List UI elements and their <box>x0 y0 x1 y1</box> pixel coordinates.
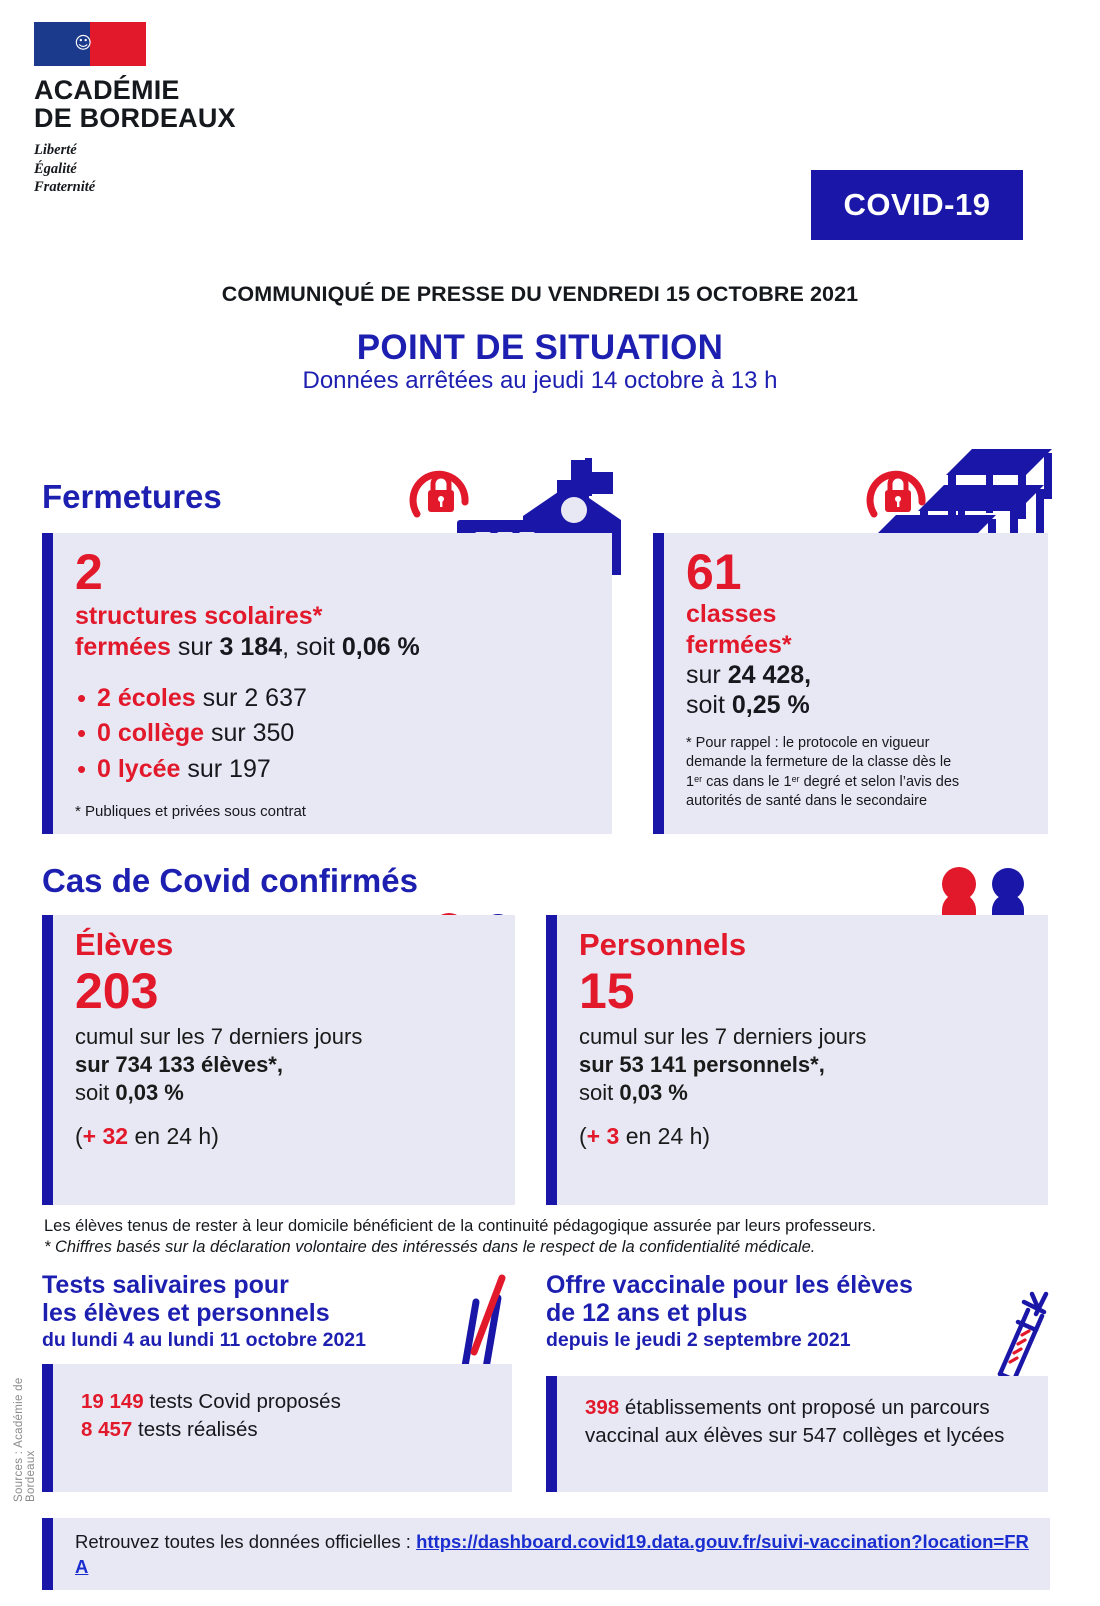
tests-heading-line-1: Tests salivaires pour <box>42 1271 289 1299</box>
tests-proposed-count: 19 149 <box>81 1390 144 1413</box>
personnels-delta-rest: en 24 h) <box>625 1123 711 1150</box>
personnels-delta-value: + 3 <box>586 1123 620 1150</box>
vaccin-count: 398 <box>585 1396 620 1419</box>
footer-text-line <box>75 1530 1036 1579</box>
classes-percent: 0,25 % <box>731 691 810 719</box>
card-cas-personnels <box>546 915 1048 1205</box>
marianne-icon: ☺ <box>74 33 93 54</box>
note-3a: 1 <box>686 773 695 790</box>
vaccin-text: établissements ont proposé un parcours vaccinal aux élèves sur 547 collèges et lycées <box>585 1396 1005 1448</box>
section-heading-tests <box>42 1271 452 1351</box>
cas-footnotes <box>44 1216 1054 1258</box>
eleves-delta-rest: en 24 h) <box>134 1123 219 1150</box>
card-classes-fermees <box>653 533 1048 834</box>
motto-fraternite: Fraternité <box>34 179 96 196</box>
structures-detail-line <box>75 632 596 663</box>
vaccin-heading-line-1: Offre vaccinale pour les élèves <box>546 1271 913 1299</box>
structures-total: 3 184 <box>219 632 283 661</box>
syringe-icon <box>988 1286 1050 1382</box>
card-structures-fermees <box>42 533 612 834</box>
bullet-2-rest: sur 197 <box>187 754 271 783</box>
list-item <box>75 716 596 752</box>
eleves-delta-24h <box>75 1123 499 1150</box>
structures-soit-word: soit <box>296 632 335 661</box>
card-accent-bar <box>653 533 664 834</box>
personnels-total-line <box>579 1051 1032 1079</box>
section-heading-fermetures: Fermetures <box>42 478 222 515</box>
saliva-test-tube-icon <box>446 1272 512 1377</box>
note-line-1: * Pour rappel : le protocole en vigueur <box>686 735 930 751</box>
eleves-count: 203 <box>75 962 159 1019</box>
note-3c: degré et selon l’avis des <box>799 773 960 790</box>
motto-liberte: Liberté <box>34 142 77 159</box>
classes-sur-word: sur <box>686 661 721 689</box>
note-3b: cas dans le 1 <box>702 773 792 790</box>
flag-red-band <box>90 22 146 66</box>
classes-count: 61 <box>686 544 742 600</box>
structures-sur-word: sur <box>177 632 213 661</box>
page-subtitle: Données arrêtées au jeudi 14 octobre à 13 h <box>302 367 778 394</box>
section-heading-cas: Cas de Covid confirmés <box>42 862 418 899</box>
eleves-total: 734 133 élèves*, <box>115 1051 283 1077</box>
motto-egalite: Égalité <box>34 160 77 177</box>
note-line-4: autorités de santé dans le secondaire <box>686 792 928 809</box>
personnels-percent-line <box>579 1079 1032 1107</box>
card-accent-bar <box>42 533 53 834</box>
personnels-category-label: Personnels <box>579 927 747 962</box>
bullet-0-red: 2 écoles <box>97 683 196 712</box>
personnels-delta-24h <box>579 1123 1032 1150</box>
bullet-1-rest: sur 350 <box>210 719 295 748</box>
note-line-3 <box>686 773 1032 792</box>
structures-count: 2 <box>75 544 103 600</box>
eleves-total-line <box>75 1051 499 1079</box>
card-accent-bar <box>42 1518 53 1590</box>
dashboard-link[interactable]: https://dashboard.covid19.data.gouv.fr/suivi-vaccination?location=FRA <box>75 1531 1029 1577</box>
personnels-total: 53 141 personnels*, <box>619 1051 825 1077</box>
footer-lead-text: Retrouvez toutes les données officielles : <box>75 1531 411 1552</box>
personnels-sur-word: sur <box>579 1051 614 1077</box>
covid-badge-label: COVID-19 <box>843 187 991 222</box>
personnels-cumul-text: cumul sur les 7 derniers jours <box>579 1023 867 1049</box>
tests-done-line <box>81 1416 496 1444</box>
list-item <box>75 752 596 788</box>
structures-label: structures scolaires* <box>75 602 323 630</box>
press-release-line: COMMUNIQUÉ DE PRESSE DU VENDREDI 15 OCTOBRE 2021 <box>221 282 859 306</box>
bullet-2-red: 0 lycée <box>97 754 181 783</box>
vaccin-stat-line <box>585 1394 1032 1451</box>
classes-protocol-note <box>686 734 1032 811</box>
structures-breakdown-list <box>75 681 596 788</box>
french-flag-icon <box>34 22 146 66</box>
cas-note-declaration: * Chiffres basés sur la déclaration volontaire des intéressés dans le respect de la confidentialité médicale. <box>44 1238 816 1257</box>
classes-label-1: classes <box>686 600 777 628</box>
tests-period: du lundi 4 au lundi 11 octobre 2021 <box>42 1328 366 1351</box>
classes-total-line <box>686 660 1032 690</box>
personnels-delta-open: ( <box>579 1123 587 1150</box>
tests-proposed-label: tests Covid proposés <box>149 1390 341 1413</box>
structures-comma: , <box>282 632 290 661</box>
structures-footnote: * Publiques et privées sous contrat <box>75 803 306 821</box>
card-accent-bar <box>42 915 53 1205</box>
personnels-count: 15 <box>579 962 635 1019</box>
academy-line-2: DE BORDEAUX <box>34 103 236 134</box>
eleves-delta-value: + 32 <box>82 1123 129 1150</box>
eleves-sur-word: sur <box>75 1051 110 1077</box>
classes-soit-word: soit <box>686 691 725 719</box>
covid-badge <box>811 170 1023 240</box>
eleves-percent: 0,03 % <box>115 1079 184 1105</box>
bullet-0-rest: sur 2 637 <box>202 683 307 712</box>
academy-line-1: ACADÉMIE <box>34 75 180 105</box>
personnels-soit-word: soit <box>579 1079 614 1105</box>
card-accent-bar <box>42 1364 53 1492</box>
classes-total: 24 428, <box>727 661 812 689</box>
page-title: POINT DE SITUATION <box>356 328 724 367</box>
academy-name <box>34 76 294 132</box>
card-accent-bar <box>546 1376 557 1492</box>
classes-label-2: fermées* <box>686 630 792 659</box>
structures-percent: 0,06 % <box>341 632 420 661</box>
card-cas-eleves <box>42 915 515 1205</box>
card-tests-salivaires <box>42 1364 512 1492</box>
academy-logo <box>34 22 294 197</box>
lock-closed-icon <box>865 462 931 528</box>
tests-done-label: tests réalisés <box>138 1418 258 1442</box>
personnels-percent: 0,03 % <box>619 1079 688 1105</box>
structures-fermees-word: fermées <box>75 632 171 661</box>
card-accent-bar <box>546 915 557 1205</box>
vaccin-heading-line-2: de 12 ans et plus <box>546 1299 748 1328</box>
eleves-soit-word: soit <box>75 1079 110 1105</box>
bullet-1-red: 0 collège <box>97 719 204 748</box>
footer-link-bar <box>42 1518 1050 1590</box>
lock-closed-icon <box>408 462 474 528</box>
cas-note-continuity: Les élèves tenus de rester à leur domicile bénéficient de la continuité pédagogique assurée par leurs professeurs. <box>44 1217 876 1235</box>
tests-done-count: 8 457 <box>81 1418 133 1442</box>
note-3-sup2: er <box>791 773 800 784</box>
classes-percent-line <box>686 690 1032 720</box>
list-item <box>75 681 596 717</box>
tests-proposed-line <box>81 1388 496 1416</box>
section-heading-vaccin <box>546 1271 1016 1351</box>
eleves-cumul-text: cumul sur les 7 derniers jours <box>75 1023 363 1049</box>
eleves-delta-open: ( <box>75 1123 83 1150</box>
sources-credit: Sources : Académie de Bordeaux <box>13 1377 37 1502</box>
republic-motto <box>34 141 294 197</box>
eleves-category-label: Élèves <box>75 927 174 962</box>
vaccin-period: depuis le jeudi 2 septembre 2021 <box>546 1328 851 1351</box>
card-offre-vaccinale <box>546 1376 1048 1492</box>
tests-heading-line-2: les élèves et personnels <box>42 1299 330 1328</box>
note-3-sup1: er <box>694 773 703 784</box>
note-line-2: demande la fermeture de la classe dès le <box>686 754 952 771</box>
eleves-percent-line <box>75 1079 499 1107</box>
